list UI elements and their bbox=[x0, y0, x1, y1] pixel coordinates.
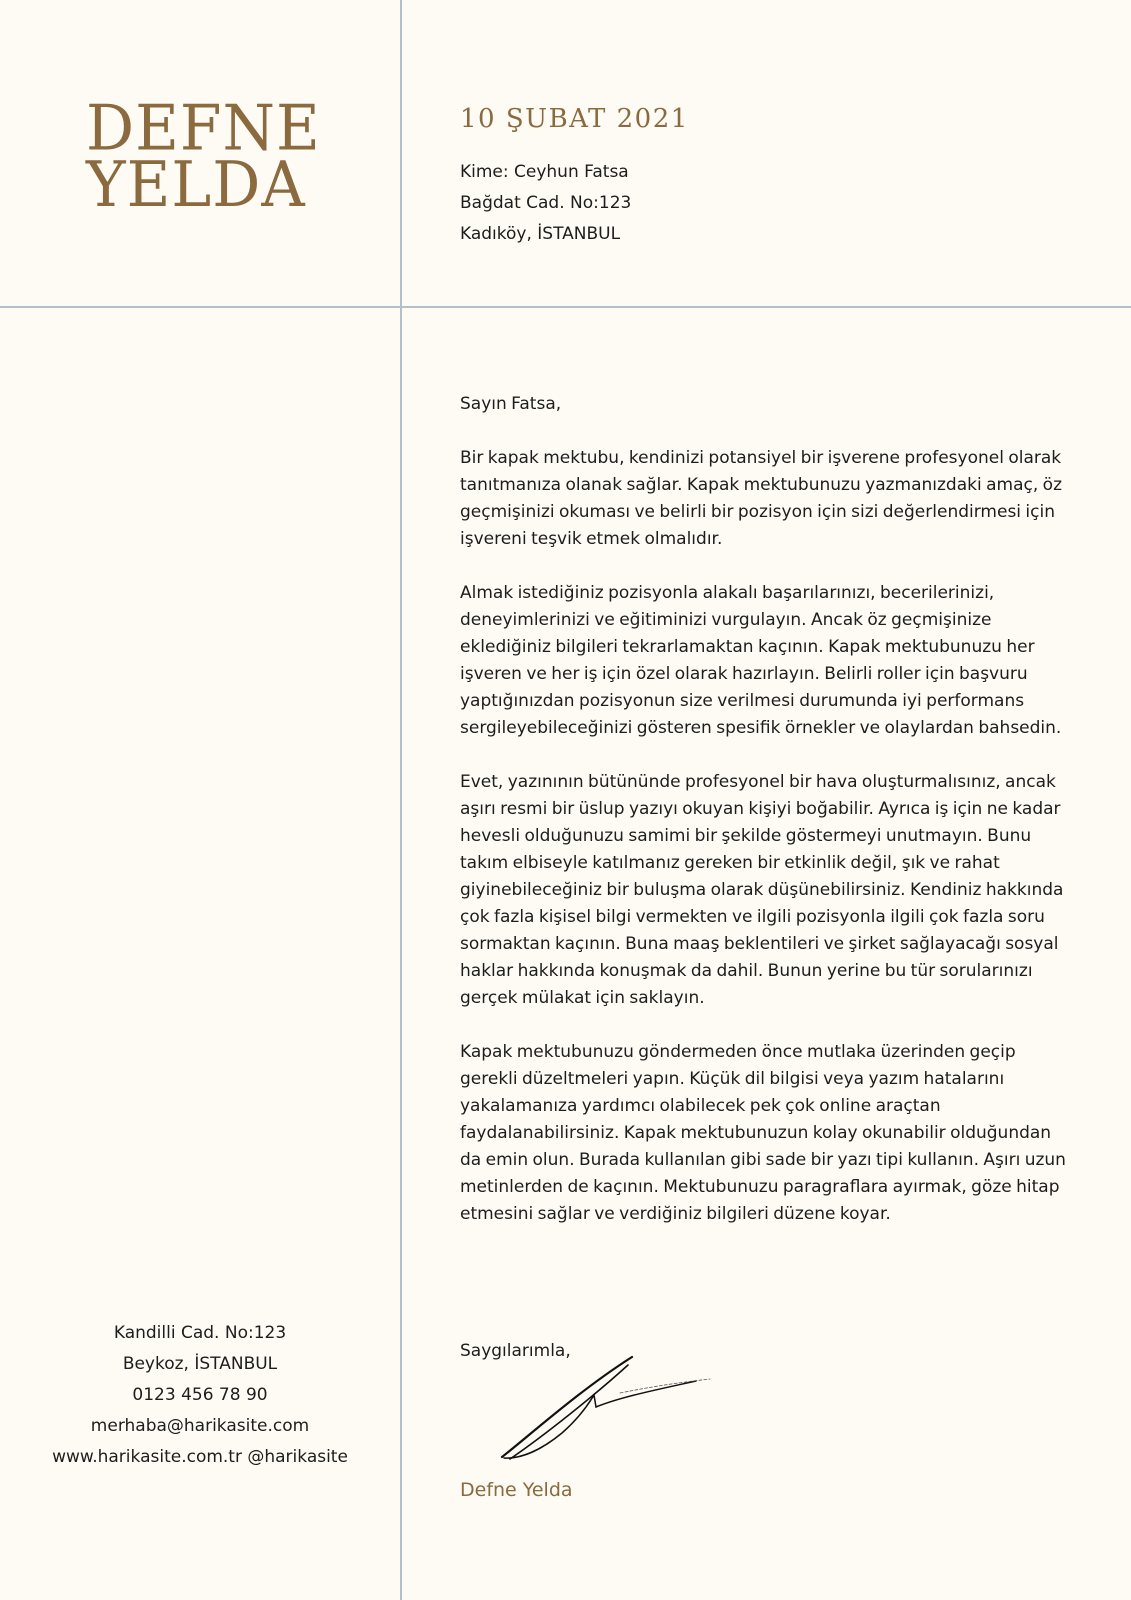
contact-email: merhaba@harikasite.com bbox=[90, 1416, 310, 1436]
recipient-city: Kadıköy, İSTANBUL bbox=[460, 224, 621, 244]
contact-address-line1: Kandilli Cad. No:123 bbox=[113, 1323, 287, 1343]
recipient-name: Kime: Ceyhun Fatsa bbox=[460, 162, 629, 182]
contact-address-line2: Beykoz, İSTANBUL bbox=[122, 1354, 278, 1374]
sender-name-heading bbox=[86, 91, 396, 222]
sender-last-name: YELDA bbox=[86, 148, 306, 222]
body-paragraph-4: Kapak mektubunuzu göndermeden önce mutlaka üzerinden geçip gerekli düzeltmeleri yapın. Küçük dil bilgisi veya yazım hatalarını yakalamanıza yardımcı olabilecek pek çok online araçtan faydalanabilirsiniz. Kapak mektubunuzun kolay okunabilir olduğundan da emin olun. Burada kullanılan gibi sade bir yazı tipi kullanın. Aşırı uzun metinlerden de kaçının. Mektubunuzu paragraflara ayırmak, göze hitap etmesini sağlar ve verdiğiniz bilgileri düzene koyar. bbox=[460, 1042, 1066, 1224]
signer-name: Defne Yelda bbox=[460, 1479, 573, 1501]
vertical-divider bbox=[400, 0, 402, 1600]
body-paragraph-1: Bir kapak mektubu, kendinizi potansiyel bir işverene profesyonel olarak tanıtmanıza olanak sağlar. Kapak mektubunuzu yazmanızdaki amaç, öz geçmişinizi okuması ve belirli bir pozisyon için sizi değerlendirmesi için işvereni teşvik etmek olmalıdır. bbox=[460, 448, 1062, 549]
body-paragraph-2: Almak istediğiniz pozisyonla alakalı başarılarınızı, becerilerinizi, deneyimlerinizi ve eğitiminizi vurgulayın. Ancak öz geçmişinize eklediğiniz bilgileri tekrarlamaktan kaçının. Kapak mektubunuzu her işveren ve her iş için özel olarak hazırlayın. Belirli roller için başvuru yaptığınızdan pozisyonun size verilmesi durumunda iyi performans sergileyebileceğinizi gösteren spesifik örnekler ve olaylardan bahsedin. bbox=[460, 583, 1062, 738]
contact-website-social: www.harikasite.com.tr @harikasite bbox=[52, 1447, 348, 1467]
contact-phone: 0123 456 78 90 bbox=[132, 1385, 268, 1405]
letter-body bbox=[460, 391, 1072, 1255]
closing-line: Saygılarımla, bbox=[460, 1341, 571, 1361]
recipient-street: Bağdat Cad. No:123 bbox=[460, 193, 632, 213]
recipient-block bbox=[460, 157, 631, 250]
body-paragraph-3: Evet, yazınının bütününde profesyonel bir hava oluşturmalısınız, ancak aşırı resmi bir üslup yazıyı okuyan kişiyi boğabilir. Ayrıca iş için ne kadar hevesli olduğunuzu samimi bir şekilde göstermeyi unutmayın. Bunu takım elbiseyle katılmanız gereken bir etkinlik değil, şık ve rahat giyinebileceğiniz bir buluşma olarak düşünebilirsiniz. Kendiniz hakkında çok fazla kişisel bilgi vermekten ve ilgili pozisyonla ilgili çok fazla soru sormaktan kaçının. Buna maaş beklentileri ve şirket sağlayacağı sosyal haklar hakkında konuşmak da dahil. Bunun yerine bu tür sorularınızı gerçek mülakat için saklayın. bbox=[460, 772, 1064, 1008]
letter-date: 10 ŞUBAT 2021 bbox=[460, 104, 689, 134]
sender-first-name: DEFNE bbox=[86, 91, 321, 166]
contact-block bbox=[0, 1318, 400, 1473]
horizontal-divider bbox=[0, 306, 1131, 308]
handwritten-signature bbox=[500, 1355, 720, 1465]
salutation: Sayın Fatsa, bbox=[460, 394, 562, 414]
